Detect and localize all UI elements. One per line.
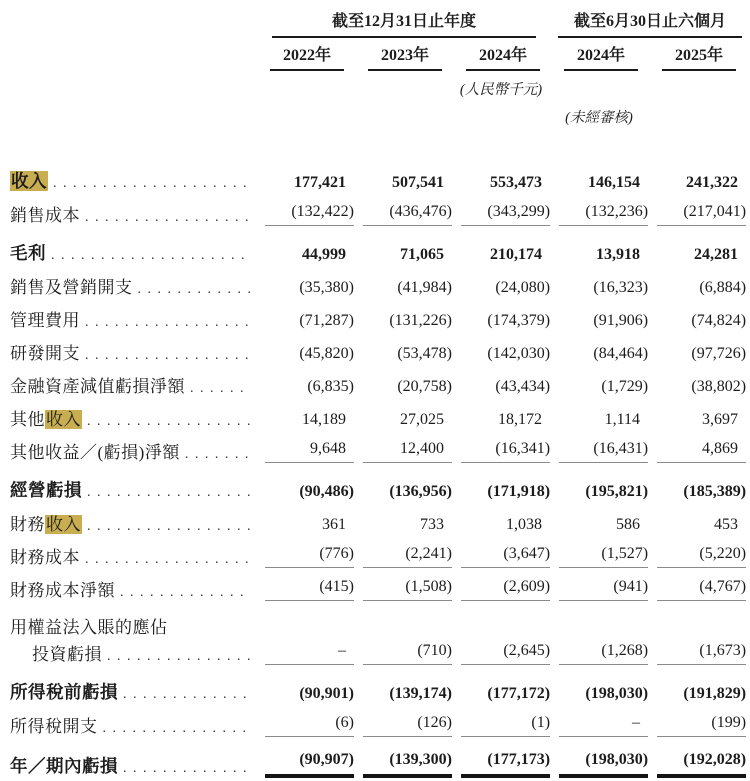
row-label-cell [10, 334, 256, 367]
cell-value: (1,729) [601, 378, 649, 395]
cell-value: (142,030) [487, 345, 551, 362]
cell-value: 9,648 [256, 433, 354, 466]
cell-value: – [256, 638, 354, 668]
row-label-cell [10, 668, 256, 707]
row-label: 金融資產減值虧損淨額 [10, 377, 185, 396]
row-label-cell [10, 367, 256, 400]
cell-value: (343,299) [452, 196, 550, 229]
table-row [10, 157, 746, 196]
cell-value: (126) [354, 707, 452, 740]
dot-leader [185, 445, 250, 463]
cell-value: (2,645) [452, 638, 550, 668]
dot-leader [107, 647, 250, 665]
cell-value: (6,884) [699, 279, 747, 296]
cell-value: 13,918 [596, 246, 641, 263]
unaudited-note-cell [550, 99, 648, 157]
row-label: 年／期內虧損 [10, 756, 118, 776]
cell-value: (139,300) [354, 740, 452, 781]
year-header-2025-interim [648, 38, 746, 71]
dot-leader [190, 379, 250, 397]
row-label: 經營虧損 [10, 480, 82, 500]
cell-value: 241,322 [686, 174, 739, 191]
cell-value: 553,473 [490, 174, 543, 191]
row-label-cell [10, 268, 256, 301]
period-group-interim-label: 截至6月30日止六個月 [558, 8, 742, 38]
cell-value: (24,080) [495, 279, 551, 296]
row-label-cell [10, 505, 256, 538]
cell-value: (53,478) [397, 345, 452, 362]
table-row [10, 538, 746, 571]
currency-unit-cell [452, 71, 550, 99]
row-label: 財務收入 [10, 515, 81, 534]
row-label-cell [10, 604, 256, 638]
cell-value: (185,389) [683, 483, 747, 500]
cell-value: (35,380) [299, 279, 354, 296]
table-row [10, 707, 746, 740]
period-group-annual-cell [256, 8, 550, 38]
cell-value: (71,287) [299, 312, 354, 329]
cell-value: (192,028) [648, 740, 746, 781]
cell-value: (90,907) [256, 740, 354, 781]
cell-value: (74,824) [691, 312, 747, 329]
row-label: 銷售及營銷開支 [10, 278, 133, 297]
cell-value: 586 [616, 516, 641, 533]
cell-value: (90,901) [299, 685, 354, 702]
row-label: 投資虧損 [32, 645, 102, 664]
cell-value: (139,174) [389, 685, 452, 702]
currency-unit-note: (人民幣千元) [459, 82, 543, 98]
search-highlight: 收入 [46, 515, 81, 534]
cell-value: 12,400 [354, 433, 452, 466]
cell-value: (177,172) [487, 685, 551, 702]
dot-leader [138, 280, 251, 298]
cell-value: (20,758) [397, 378, 452, 395]
header-spacer [10, 38, 256, 71]
cell-value: (16,341) [452, 433, 550, 466]
dot-leader [87, 412, 250, 430]
cell-value: (132,236) [550, 196, 648, 229]
row-label: 銷售成本 [10, 206, 80, 225]
cell-value: 4,869 [648, 433, 746, 466]
dot-leader [120, 583, 250, 601]
cell-value: 210,174 [490, 246, 543, 263]
year-header-row [10, 38, 746, 71]
year-header-2024-interim [550, 38, 648, 71]
cell-value: (1,527) [550, 538, 648, 571]
cell-value: (43,434) [495, 378, 551, 395]
cell-value: (941) [550, 571, 648, 604]
row-label-cell [10, 638, 256, 668]
cell-value: 44,999 [302, 246, 346, 263]
row-label: 其他收入 [10, 410, 81, 429]
cell-value: (2,241) [354, 538, 452, 571]
year-label: 2024年 [466, 42, 540, 71]
cell-value: (6,835) [307, 378, 354, 395]
year-label: 2023年 [368, 42, 442, 71]
empty-values-cell [256, 604, 746, 638]
row-label-cell [10, 466, 256, 505]
row-label: 管理費用 [10, 311, 80, 330]
dot-leader [123, 685, 250, 703]
cell-value: (1,508) [354, 571, 452, 604]
header-spacer [10, 99, 256, 157]
cell-value: 18,172 [498, 411, 543, 428]
dot-leader [123, 759, 250, 777]
cell-value: 361 [322, 516, 346, 533]
dot-leader [85, 313, 250, 331]
dot-leader [85, 208, 250, 226]
cell-value: (5,220) [648, 538, 746, 571]
cell-value: 24,281 [694, 246, 739, 263]
cell-value: (171,918) [487, 483, 551, 500]
row-label-cell [10, 157, 256, 196]
cell-value: (1) [452, 707, 550, 740]
year-header-2024 [452, 38, 550, 71]
cell-value: (132,422) [256, 196, 354, 229]
cell-value: (16,323) [593, 279, 649, 296]
cell-value: (2,609) [452, 571, 550, 604]
cell-value: 1,038 [506, 516, 543, 533]
cell-value: (199) [648, 707, 746, 740]
cell-value: (217,041) [648, 196, 746, 229]
search-highlight: 收入 [46, 410, 81, 429]
row-label-cell [10, 196, 256, 229]
cell-value: 27,025 [400, 411, 444, 428]
cell-value: (41,984) [397, 279, 452, 296]
cell-value: (198,030) [585, 685, 649, 702]
year-header-2022 [256, 38, 354, 71]
table-row [10, 334, 746, 367]
cell-value: (191,829) [683, 685, 747, 702]
dot-leader [87, 483, 250, 501]
row-label: 研發開支 [10, 344, 80, 363]
table-row [10, 740, 746, 781]
row-label: 所得稅前虧損 [10, 682, 118, 702]
cell-value: (174,379) [487, 312, 551, 329]
cell-value: (776) [256, 538, 354, 571]
row-label-cell [10, 229, 256, 268]
row-label-cell [10, 740, 256, 781]
row-label-cell [10, 301, 256, 334]
currency-unit-row [10, 71, 746, 99]
table-row [10, 505, 746, 538]
cell-value: (90,486) [299, 483, 354, 500]
table-row [10, 604, 746, 638]
cell-value: (198,030) [550, 740, 648, 781]
cell-value: (436,476) [354, 196, 452, 229]
search-highlight: 收入 [11, 171, 47, 191]
cell-value: 507,541 [392, 174, 444, 191]
period-group-header-row [10, 8, 746, 38]
income-statement-table [10, 8, 746, 781]
cell-value: (710) [354, 638, 452, 668]
cell-value: (16,431) [550, 433, 648, 466]
cell-value: 453 [714, 516, 739, 533]
dot-leader [51, 246, 250, 264]
cell-value: 733 [420, 516, 444, 533]
table-row [10, 301, 746, 334]
row-label: 財務成本 [10, 548, 80, 567]
row-label-cell [10, 433, 256, 466]
row-label: 毛利 [10, 243, 46, 263]
row-label-cell [10, 400, 256, 433]
cell-value: 71,065 [400, 246, 444, 263]
cell-value: (131,226) [389, 312, 452, 329]
table-row [10, 668, 746, 707]
period-group-annual-label: 截至12月31日止年度 [272, 8, 536, 38]
cell-value: 14,189 [302, 411, 346, 428]
table-row [10, 196, 746, 229]
dot-leader [103, 719, 251, 737]
cell-value: (1,268) [550, 638, 648, 668]
row-label [10, 168, 48, 193]
cell-value: 177,421 [294, 174, 346, 191]
row-label: 所得稅開支 [10, 717, 98, 736]
table-row [10, 367, 746, 400]
table-row [10, 400, 746, 433]
row-label-cell [10, 571, 256, 604]
row-label: 用權益法入賬的應佔 [10, 618, 168, 637]
cell-value: 1,114 [604, 411, 641, 428]
cell-value: (177,173) [452, 740, 550, 781]
dot-leader [87, 517, 250, 535]
year-label: 2025年 [662, 42, 736, 71]
cell-value: 3,697 [702, 411, 739, 428]
cell-value: (91,906) [593, 312, 649, 329]
cell-value: (4,767) [648, 571, 746, 604]
unaudited-note: (未經審核) [565, 110, 633, 126]
cell-value: – [550, 707, 648, 740]
cell-value: (97,726) [691, 345, 747, 362]
header-spacer [10, 8, 256, 38]
cell-value: (84,464) [593, 345, 649, 362]
table-row [10, 433, 746, 466]
year-header-2023 [354, 38, 452, 71]
dot-leader [85, 550, 250, 568]
period-group-interim-cell [550, 8, 746, 38]
table-row [10, 466, 746, 505]
table-body [10, 157, 746, 781]
cell-value: 146,154 [588, 174, 641, 191]
dot-leader [53, 174, 250, 192]
cell-value: (3,647) [452, 538, 550, 571]
cell-value: (45,820) [299, 345, 354, 362]
row-label: 其他收益／(虧損)淨額 [10, 443, 180, 462]
row-label-cell [10, 707, 256, 740]
header-spacer [10, 71, 256, 99]
year-label: 2024年 [564, 42, 638, 71]
cell-value: (136,956) [389, 483, 452, 500]
cell-value: (1,673) [648, 638, 746, 668]
table-row [10, 638, 746, 668]
dot-leader [85, 346, 250, 364]
year-label: 2022年 [270, 42, 344, 71]
table-row [10, 571, 746, 604]
cell-value: (415) [256, 571, 354, 604]
table-row [10, 268, 746, 301]
row-label-cell [10, 538, 256, 571]
cell-value: (195,821) [585, 483, 649, 500]
cell-value: (38,802) [691, 378, 747, 395]
cell-value: (6) [256, 707, 354, 740]
table-row [10, 229, 746, 268]
row-label: 財務成本淨額 [10, 581, 115, 600]
unaudited-note-row [10, 99, 746, 157]
